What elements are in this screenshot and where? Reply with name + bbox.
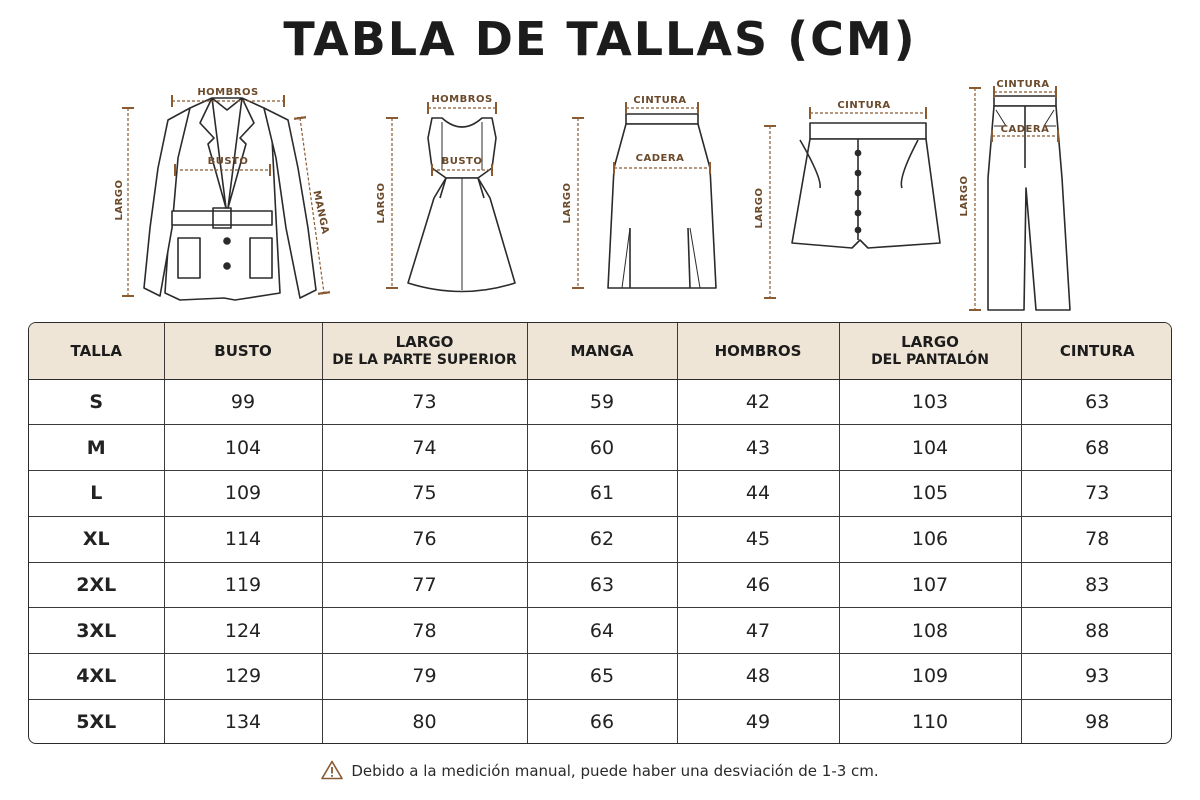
cell-bust: 109 bbox=[164, 471, 322, 517]
cell-waist: 73 bbox=[1021, 471, 1172, 517]
cell-waist: 63 bbox=[1021, 379, 1172, 425]
header-cintura: CINTURA bbox=[1021, 323, 1172, 379]
skirt-label-length: LARGO bbox=[562, 182, 573, 224]
blazer-label-length: LARGO bbox=[114, 179, 125, 221]
cell-size: 4XL bbox=[29, 654, 164, 700]
measurement-note bbox=[0, 760, 1200, 780]
cell-shoulders: 45 bbox=[677, 516, 839, 562]
cell-shoulders: 48 bbox=[677, 654, 839, 700]
cell-pants-length: 103 bbox=[839, 379, 1021, 425]
cell-top-length: 80 bbox=[322, 699, 527, 744]
cell-bust: 114 bbox=[164, 516, 322, 562]
header-largo-pantalon: LARGO DEL PANTALÓN bbox=[839, 323, 1021, 379]
shorts-illustration bbox=[792, 123, 940, 248]
cell-sleeve: 66 bbox=[527, 699, 677, 744]
cell-sleeve: 64 bbox=[527, 608, 677, 654]
header-hombros: HOMBROS bbox=[677, 323, 839, 379]
cell-shoulders: 46 bbox=[677, 562, 839, 608]
size-table-header bbox=[29, 323, 1172, 379]
table-row bbox=[29, 699, 1172, 744]
cell-top-length: 75 bbox=[322, 471, 527, 517]
dress-label-shoulders: HOMBROS bbox=[431, 94, 493, 105]
cell-top-length: 78 bbox=[322, 608, 527, 654]
table-row bbox=[29, 608, 1172, 654]
cell-top-length: 79 bbox=[322, 654, 527, 700]
skirt-label-hip: CADERA bbox=[635, 153, 685, 164]
cell-top-length: 77 bbox=[322, 562, 527, 608]
cell-waist: 68 bbox=[1021, 425, 1172, 471]
measurement-note-text: Debido a la medición manual, puede haber una desviación de 1-3 cm. bbox=[351, 762, 879, 780]
size-table-body bbox=[29, 379, 1172, 744]
cell-shoulders: 42 bbox=[677, 379, 839, 425]
header-row bbox=[29, 323, 1172, 379]
pants-label-waist: CINTURA bbox=[996, 79, 1050, 90]
cell-bust: 129 bbox=[164, 654, 322, 700]
cell-shoulders: 49 bbox=[677, 699, 839, 744]
header-manga: MANGA bbox=[527, 323, 677, 379]
cell-pants-length: 109 bbox=[839, 654, 1021, 700]
page-title: TABLA DE TALLAS (CM) bbox=[283, 12, 917, 66]
pants-label-hip: CADERA bbox=[1000, 124, 1050, 135]
cell-top-length: 74 bbox=[322, 425, 527, 471]
header-largo-superior: LARGO DE LA PARTE SUPERIOR bbox=[322, 323, 527, 379]
table-row bbox=[29, 516, 1172, 562]
cell-pants-length: 107 bbox=[839, 562, 1021, 608]
cell-top-length: 76 bbox=[322, 516, 527, 562]
warning-icon bbox=[321, 760, 343, 780]
cell-pants-length: 105 bbox=[839, 471, 1021, 517]
blazer-label-shoulders: HOMBROS bbox=[197, 87, 259, 98]
cell-pants-length: 108 bbox=[839, 608, 1021, 654]
cell-size: 3XL bbox=[29, 608, 164, 654]
header-talla: TALLA bbox=[29, 323, 164, 379]
dress-label-bust: BUSTO bbox=[441, 156, 483, 167]
cell-pants-length: 104 bbox=[839, 425, 1021, 471]
cell-pants-length: 110 bbox=[839, 699, 1021, 744]
blazer-label-sleeve: MANGA bbox=[310, 189, 331, 236]
pants-label-length: LARGO bbox=[959, 175, 970, 217]
table-row bbox=[29, 654, 1172, 700]
cell-size: M bbox=[29, 425, 164, 471]
cell-size: L bbox=[29, 471, 164, 517]
cell-sleeve: 60 bbox=[527, 425, 677, 471]
cell-sleeve: 59 bbox=[527, 379, 677, 425]
cell-shoulders: 47 bbox=[677, 608, 839, 654]
cell-size: XL bbox=[29, 516, 164, 562]
header-busto: BUSTO bbox=[164, 323, 322, 379]
cell-sleeve: 62 bbox=[527, 516, 677, 562]
cell-bust: 119 bbox=[164, 562, 322, 608]
cell-size: 2XL bbox=[29, 562, 164, 608]
cell-waist: 83 bbox=[1021, 562, 1172, 608]
cell-sleeve: 65 bbox=[527, 654, 677, 700]
cell-sleeve: 63 bbox=[527, 562, 677, 608]
cell-bust: 124 bbox=[164, 608, 322, 654]
blazer-illustration bbox=[144, 98, 316, 300]
shorts-label-length: LARGO bbox=[754, 187, 765, 229]
table-row bbox=[29, 379, 1172, 425]
cell-shoulders: 44 bbox=[677, 471, 839, 517]
cell-bust: 104 bbox=[164, 425, 322, 471]
cell-shoulders: 43 bbox=[677, 425, 839, 471]
dress-label-length: LARGO bbox=[376, 182, 387, 224]
table-row bbox=[29, 471, 1172, 517]
garment-illustrations bbox=[0, 78, 1200, 323]
cell-waist: 98 bbox=[1085, 711, 1110, 734]
table-row bbox=[29, 425, 1172, 471]
size-table-container bbox=[28, 322, 1172, 744]
table-row bbox=[29, 562, 1172, 608]
cell-sleeve: 61 bbox=[527, 471, 677, 517]
cell-waist: 88 bbox=[1021, 608, 1172, 654]
cell-pants-length: 106 bbox=[839, 516, 1021, 562]
cell-waist: 93 bbox=[1021, 654, 1172, 700]
cell-bust: 134 bbox=[164, 699, 322, 744]
dress-illustration bbox=[408, 118, 515, 292]
size-table bbox=[29, 323, 1172, 744]
cell-size: 5XL bbox=[29, 699, 164, 744]
blazer-label-bust: BUSTO bbox=[207, 156, 249, 167]
cell-size: S bbox=[29, 379, 164, 425]
cell-bust: 99 bbox=[164, 379, 322, 425]
skirt-illustration bbox=[608, 114, 716, 288]
skirt-label-waist: CINTURA bbox=[633, 95, 687, 106]
cell-top-length: 73 bbox=[322, 379, 527, 425]
shorts-label-waist: CINTURA bbox=[837, 100, 891, 111]
cell-waist: 78 bbox=[1021, 516, 1172, 562]
